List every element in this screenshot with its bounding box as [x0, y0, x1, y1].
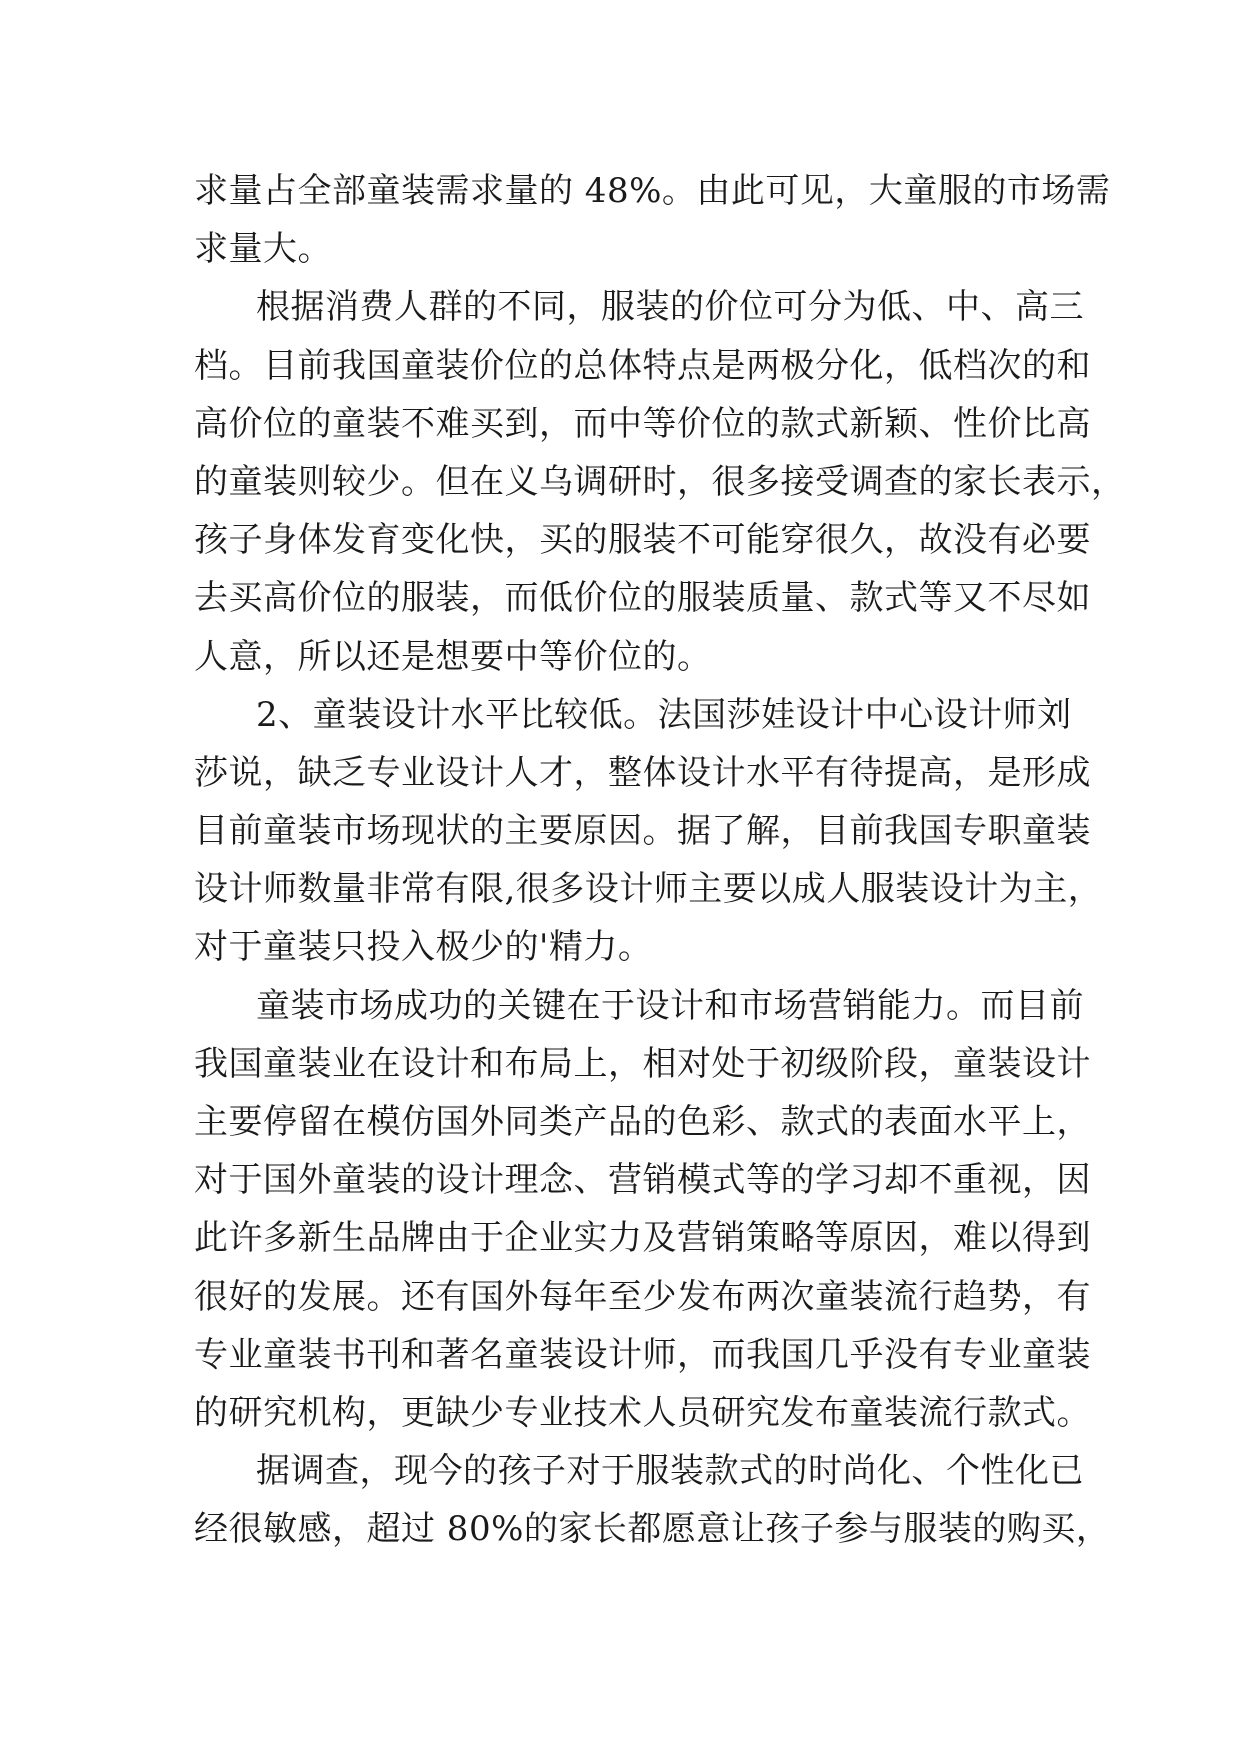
text-line: 的研究机构，更缺少专业技术人员研究发布童装流行款式。 — [194, 1392, 1091, 1433]
text-line: 经很敏感，超过 80%的家长都愿意让孩子参与服装的购买， — [194, 1509, 1111, 1550]
text-line: 档。目前我国童装价位的总体特点是两极分化，低档次的和 — [194, 345, 1091, 386]
text-line: 专业童装书刊和著名童装设计师，而我国几乎没有专业童装 — [194, 1334, 1091, 1375]
text-line: 对于童装只投入极少的'精力。 — [194, 927, 653, 968]
text-line: 求量占全部童装需求量的 48%。由此可见，大童服的市场需 — [194, 171, 1111, 211]
text-line: 去买高价位的服装，而低价位的服装质量、款式等又不尽如 — [194, 578, 1091, 619]
text-line: 人意，所以还是想要中等价位的。 — [194, 636, 712, 677]
text-line: 主要停留在模仿国外同类产品的色彩、款式的表面水平上， — [194, 1102, 1091, 1142]
text-line: 的童装则较少。但在义乌调研时，很多接受调查的家长表示， — [194, 461, 1126, 502]
text-line: 童装市场成功的关键在于设计和市场营销能力。而目前 — [256, 985, 1084, 1026]
text-line: 求量大。 — [194, 229, 332, 270]
text-line: 目前童装市场现状的主要原因。据了解，目前我国专职童装 — [194, 811, 1091, 852]
text-line: 我国童装业在设计和布局上，相对处于初级阶段，童装设计 — [194, 1043, 1091, 1084]
text-line: 很好的发展。还有国外每年至少发布两次童装流行趋势，有 — [194, 1276, 1091, 1317]
text-line: 设计师数量非常有限,很多设计师主要以成人服装设计为主， — [194, 869, 1103, 910]
text-line: 莎说，缺乏专业设计人才，整体设计水平有待提高，是形成 — [194, 752, 1091, 793]
document-body — [194, 162, 1126, 1559]
text-line: 孩子身体发育变化快，买的服装不可能穿很久，故没有必要 — [194, 520, 1091, 561]
text-line: 此许多新生品牌由于企业实力及营销策略等原因，难以得到 — [194, 1218, 1091, 1259]
text-line: 根据消费人群的不同，服装的价位可分为低、中、高三 — [256, 287, 1084, 328]
text-line: 高价位的童装不难买到，而中等价位的款式新颖、性价比高 — [194, 403, 1091, 444]
text-line: 对于国外童装的设计理念、营销模式等的学习却不重视，因 — [194, 1160, 1091, 1201]
text-line: 据调查，现今的孩子对于服装款式的时尚化、个性化已 — [256, 1451, 1084, 1492]
text-line: 2、童装设计水平比较低。法国莎娃设计中心设计师刘 — [256, 694, 1072, 735]
